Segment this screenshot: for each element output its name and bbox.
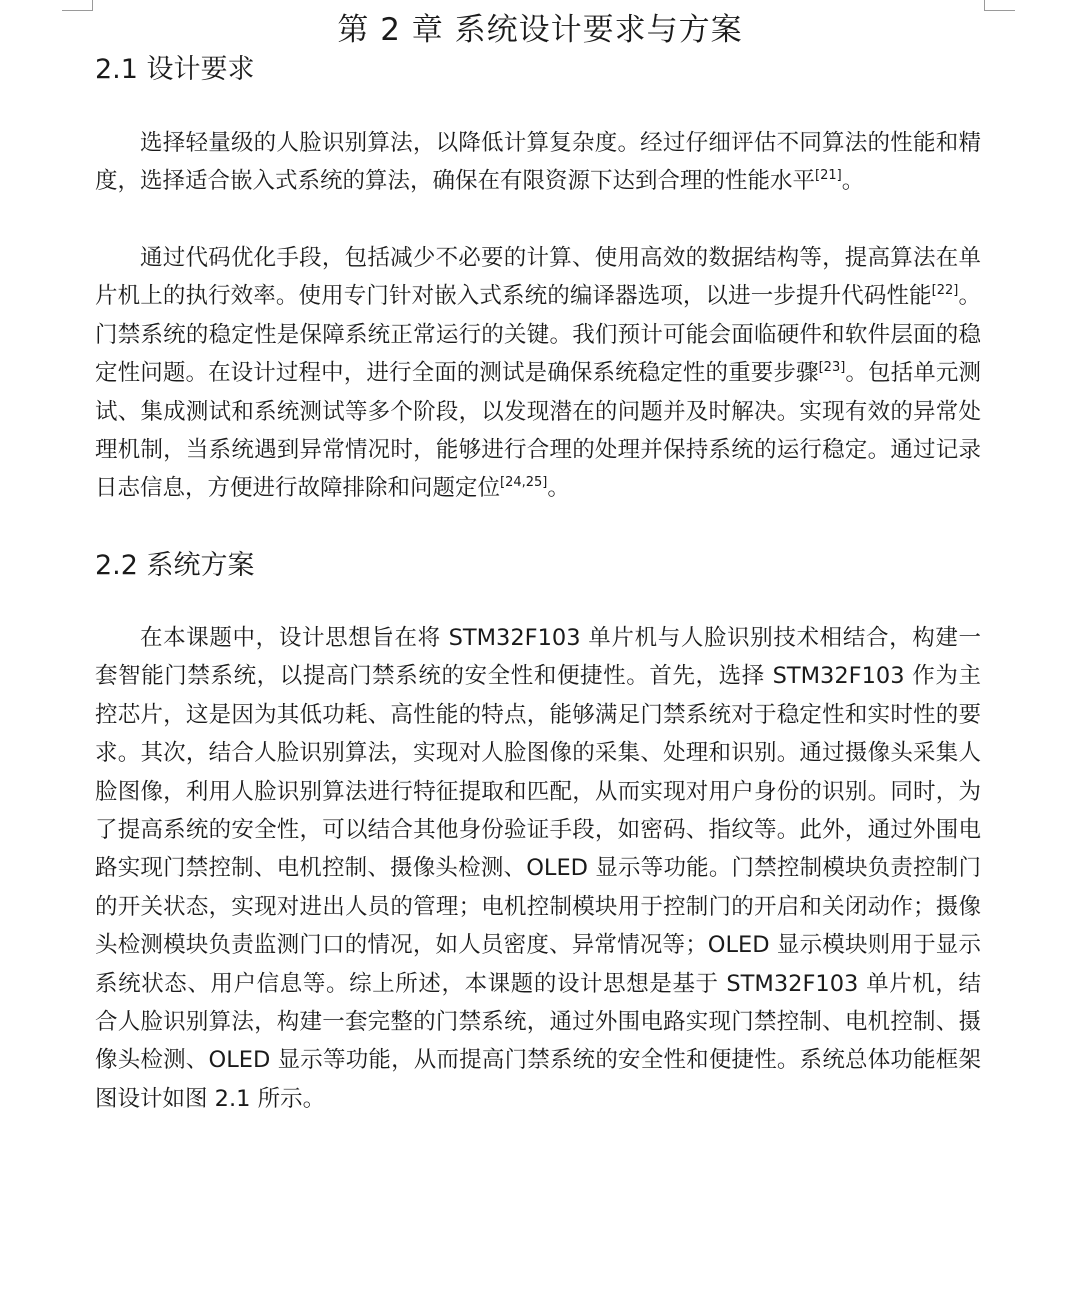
paragraph-design-requirements-1 (95, 124, 981, 201)
paragraph-text-end: 。 (547, 475, 570, 502)
paragraph-text: 选择轻量级的人脸识别算法，以降低计算复杂度。经过仔细评估不同算法的性能和精度，选择适合嵌入式系统的算法，确保在有限资源下达到合理的性能水平 (95, 130, 981, 195)
section-heading-2-2: 2.2 系统方案 (95, 550, 255, 581)
paragraph-text: 在本课题中，设计思想旨在将 STM32F103 单片机与人脸识别技术相结合，构建一套智能门禁系统，以提高门禁系统的安全性和便捷性。首先，选择 STM32F103 作为主控芯片，这是因为其低功耗、高性能的特点，能够满足门禁系统对于稳定性和实时性的要求。其次，结合人脸识别算法，实现对人脸图像的采集、处理和识别。通过摄像头采集人脸图像，利用人脸识别算法进行特征提取和匹配，从而实现对用户身份的识别。同时，为了提高系统的安全性，可以结合其他身份验证手段，如密码、指纹等。此外，通过外围电路实现门禁控制、电机控制、摄像头检测、OLED 显示等功能。门禁控制模块负责控制门的开关状态，实现对进出人员的管理；电机控制模块用于控制门的开启和关闭动作；摄像头检测模块负责监测门口的情况，如人员密度、异常情况等；OLED 显示模块则用于显示系统状态、用户信息等。综上所述，本课题的设计思想是基于 STM32F103 单片机，结合人脸识别算法，构建一套完整的门禁系统，通过外围电路实现门禁控制、电机控制、摄像头检测、OLED 显示等功能，从而提高门禁系统的安全性和便捷性。系统总体功能框架图设计如图 2.1 所示。 (95, 625, 981, 1112)
paragraph-design-requirements-2 (95, 239, 981, 508)
paragraph-system-scheme (95, 619, 981, 1118)
paragraph-text: 通过代码优化手段，包括减少不必要的计算、使用高效的数据结构等，提高算法在单片机上的执行效率。使用专门针对嵌入式系统的编译器选项，以进一步提升代码性能 (95, 245, 981, 310)
citation: [21] (815, 168, 842, 184)
section-heading-2-1: 2.1 设计要求 (95, 54, 255, 85)
chapter-title: 第 2 章 系统设计要求与方案 (337, 12, 743, 48)
citation: [22] (931, 283, 959, 299)
paragraph-text-end: 。 (841, 168, 865, 195)
paragraph-text: 。包括单元测试、集成测试和系统测试等多个阶段，以发现潜在的问题并及时解决。实现有效的异常处理机制，当系统遇到异常情况时，能够进行合理的处理并保持系统的运行稳定。通过记录日志信息，方便进行故障排除和问题定位 (95, 360, 981, 502)
citation: [23] (818, 360, 846, 376)
paragraph-text: 。门禁系统的稳定性是保障系统正常运行的关键。我们预计可能会面临硬件和软件层面的稳定性问题。在设计过程中，进行全面的测试是确保系统稳定性的重要步骤 (95, 283, 981, 387)
citation: [24,25] (500, 475, 548, 491)
